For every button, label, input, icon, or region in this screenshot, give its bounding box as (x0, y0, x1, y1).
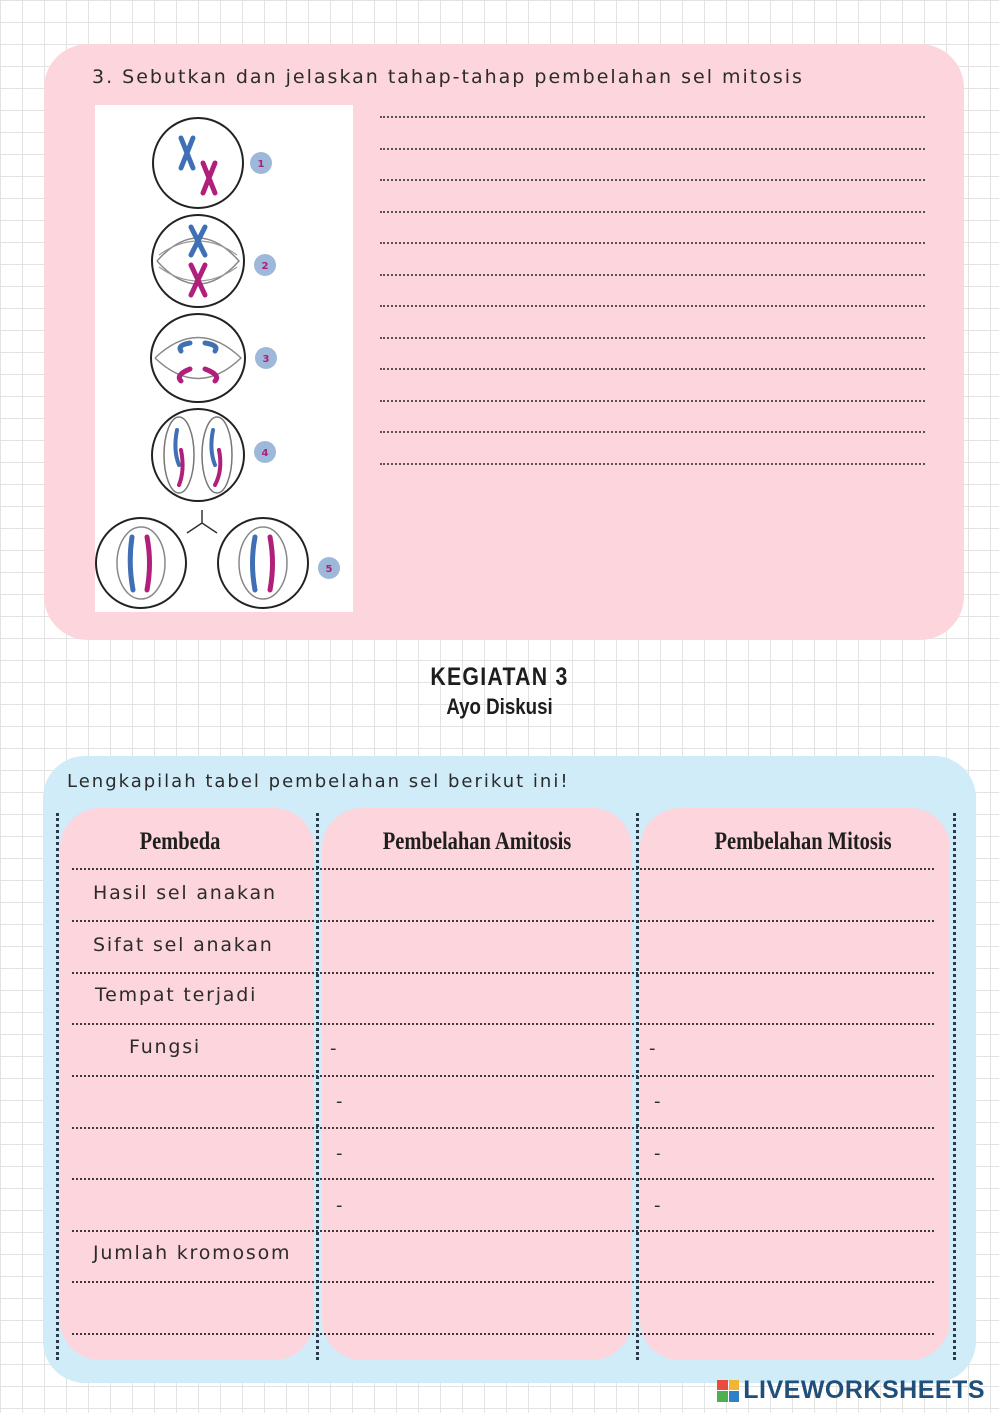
dash-mark: - (654, 1195, 661, 1216)
stage-3-number: 3 (262, 354, 270, 365)
stage-5-cell-left (96, 518, 186, 608)
stage-3-badge (255, 347, 277, 369)
stage-4-badge (254, 441, 276, 463)
row-line (72, 920, 934, 922)
stage-1-badge (250, 152, 272, 174)
stage-1-number: 1 (257, 159, 265, 170)
stage-3-cell (151, 314, 245, 402)
table-divider (636, 813, 639, 1360)
division-arrow (187, 510, 217, 533)
table-instruction: Lengkapilah tabel pembelahan sel berikut ini! (67, 771, 570, 792)
stage-5-badge (318, 557, 340, 579)
mitosis-diagram (95, 105, 353, 612)
header-pembeda: Pembeda (139, 828, 221, 855)
row-label-hasil: Hasil sel anakan (93, 882, 277, 904)
dash-mark: - (654, 1143, 661, 1164)
activity-heading (0, 663, 999, 720)
row-label-fungsi: Fungsi (129, 1036, 202, 1058)
stage-2-cell (152, 215, 244, 307)
answer-line[interactable] (380, 179, 925, 211)
row-line (72, 1230, 934, 1232)
answer-line[interactable] (380, 368, 925, 400)
answer-line[interactable] (380, 431, 925, 463)
dash-mark: - (654, 1091, 661, 1112)
row-line (72, 1333, 934, 1335)
brand-watermark (717, 1376, 985, 1405)
column-mitosis (640, 808, 950, 1360)
activity-subtitle: Ayo Diskusi (446, 694, 553, 719)
row-label-tempat: Tempat terjadi (95, 984, 258, 1006)
row-line (72, 1075, 934, 1077)
row-line (72, 1178, 934, 1180)
table-border-right (953, 813, 956, 1360)
answer-line[interactable] (380, 305, 925, 337)
stage-5-cell-right (218, 518, 308, 608)
brand-name: LIVEWORKSHEETS (743, 1376, 985, 1404)
header-amitosis: Pembelahan Amitosis (382, 828, 572, 855)
stage-1-cell (153, 118, 243, 208)
row-line (72, 1023, 934, 1025)
dash-mark: - (330, 1038, 337, 1059)
table-divider (316, 813, 319, 1360)
stage-2-badge (254, 254, 276, 276)
dash-mark: - (649, 1038, 656, 1059)
row-line (72, 868, 934, 870)
answer-line[interactable] (380, 463, 925, 495)
activity-title: KEGIATAN 3 (430, 663, 569, 691)
dash-mark: - (336, 1091, 343, 1112)
answer-line[interactable] (380, 116, 925, 148)
row-line (72, 972, 934, 974)
answer-line[interactable] (380, 211, 925, 243)
answer-line[interactable] (380, 400, 925, 432)
stage-4-number: 4 (261, 448, 269, 459)
row-line (72, 1127, 934, 1129)
answer-line[interactable] (380, 242, 925, 274)
stage-2-number: 2 (261, 261, 269, 272)
header-mitosis: Pembelahan Mitosis (714, 828, 892, 855)
answer-line[interactable] (380, 148, 925, 180)
question-title: 3. Sebutkan dan jelaskan tahap-tahap pembelahan sel mitosis (92, 66, 804, 88)
stage-4-cell (152, 409, 244, 501)
row-line (72, 1281, 934, 1283)
answer-line[interactable] (380, 274, 925, 306)
dash-mark: - (336, 1143, 343, 1164)
answer-lines[interactable] (380, 116, 925, 494)
liveworksheets-logo-icon (717, 1380, 739, 1402)
row-label-sifat: Sifat sel anakan (93, 934, 274, 956)
answer-line[interactable] (380, 337, 925, 369)
row-label-jumlah: Jumlah kromosom (93, 1242, 292, 1264)
table-border-left (56, 813, 59, 1360)
stage-5-number: 5 (325, 564, 333, 575)
column-amitosis (322, 808, 632, 1360)
dash-mark: - (336, 1195, 343, 1216)
